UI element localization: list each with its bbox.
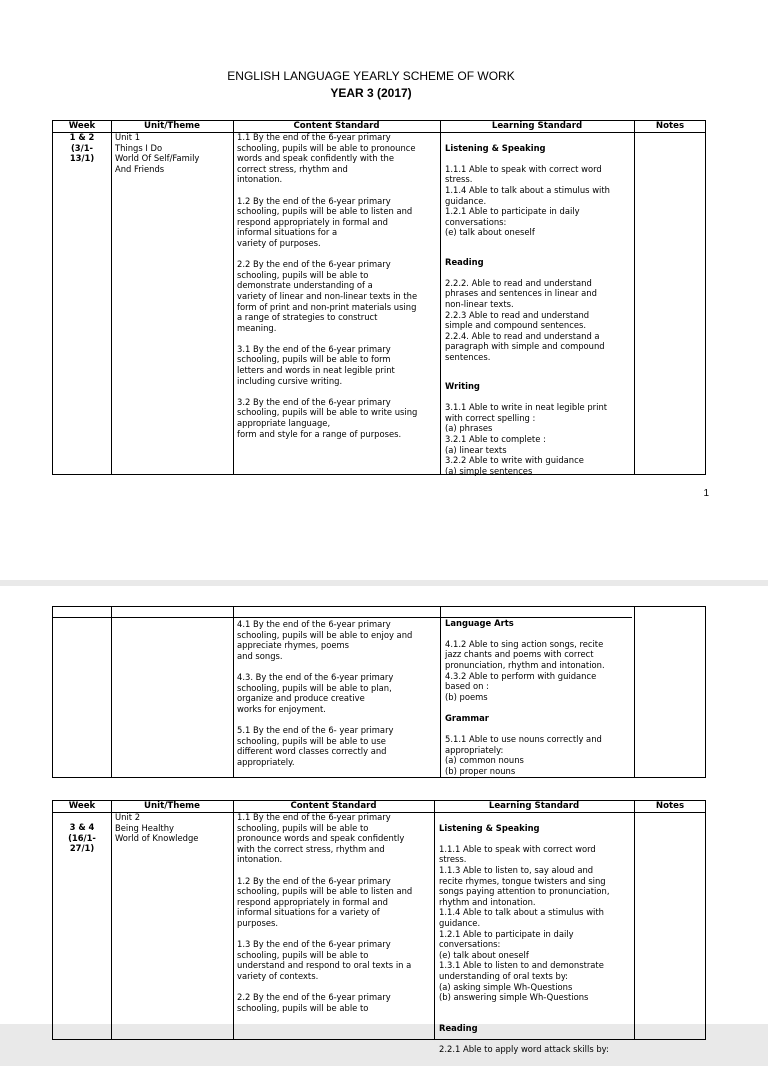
learning-standard-cell (445, 132, 633, 487)
header-learning-standard: Learning Standard (491, 121, 583, 131)
week-cell: 1 & 2 (3/1- 13/1) (69, 132, 95, 164)
ls-writing-items: 3.1.1 Able to write in neat legible print with correct spelling : (a) phrases 3.2.1 Able to complete : (a) linear texts 3.2.2 Able to write with guidance (a) simple sentences (445, 402, 608, 476)
scheme-table-1 (52, 120, 706, 475)
content-standard-cell: 1.1 By the end of the 6-year primary schooling, pupils will be able to pronounce words and speak confidently with the correct stress, rhythm and intonation. 1.2 By the end of the 6-year primary schooling, pupils will be able to listen and respond appropriately in formal and informal situations for a variety of purposes. 2.2 By the end of the 6-year primary schooling, pupils will be able to demonstrate understanding of a variety of linear and non-linear texts in the form of print and non-print materials using a range of strategies to construct meaning. 3.1 By the end of the 6-year primary schooling, pupils will be able to form letters and words in neat legible print including cursive writing. 3.2 By the end of the 6-year primary schooling, pupils will be able to write using appropriate language, form and style for a range of purposes. (237, 132, 418, 439)
ls-heading-language-arts: Language Arts (445, 617, 514, 628)
header-week: Week (68, 121, 96, 131)
ls-reading-items: 2.2.2. Able to read and understand phrases and sentences in linear and non-linear texts. 2.2.3 Able to read and understand simple and compound sentences. 2.2.4. Able to read and understand a paragraph with simple and compound sentences. (445, 277, 605, 362)
ls-listening-speaking-items: 1.1.1 Able to speak with correct word stress. 1.1.4 Able to talk about a stimulus with guidance. 1.2.1 Able to participate in daily conversations: (e) talk about oneself (445, 163, 610, 238)
scheme-table-3 (52, 800, 706, 1055)
header-week: Week (68, 801, 96, 811)
document-title: ENGLISH LANGUAGE YEARLY SCHEME OF WORK (227, 69, 515, 83)
header-learning-standard: Learning Standard (488, 801, 580, 811)
unit-theme-cell: Unit 2 Being Healthy World of Knowledge (115, 812, 199, 844)
page-2 (0, 586, 768, 1055)
ls-heading-listening-speaking: Listening & Speaking (445, 142, 546, 153)
page-number: 1 (703, 488, 709, 499)
week-cell: 3 & 4 (16/1- 27/1) (68, 822, 96, 854)
ls-heading-reading: Reading (445, 256, 484, 267)
ls-heading-listening-speaking: Listening & Speaking (439, 822, 540, 833)
header-content-standard: Content Standard (290, 801, 377, 811)
ls-heading-reading: Reading (439, 1023, 478, 1034)
header-unit-theme: Unit/Theme (144, 121, 200, 131)
scheme-table-2 (52, 606, 706, 778)
header-notes: Notes (655, 801, 685, 811)
ls-listening-speaking-items: 1.1.1 Able to speak with correct word stress. 1.1.3 Able to listen to, say aloud and recite rhymes, tongue twisters and sing songs paying attention to pronunciation, rhythm and intonation. 1.1.4 Able to talk about a stimulus with guidance. 1.2.1 Able to participate in daily conversations: (e) talk about oneself 1.3.1 Able to listen to and demonstrate understanding of oral texts by: (a) asking simple Wh-Questions (b) answering simple Wh-Questions (439, 843, 610, 1003)
learning-standard-cell (445, 607, 633, 787)
ls-language-arts-items: 4.1.2 Able to sing action songs, recite jazz chants and poems with correct pronunciation, rhythm and intonation. 4.3.2 Able to perform with guidance based on : (b) poems (445, 638, 605, 702)
header-content-standard: Content Standard (293, 121, 380, 131)
learning-standard-cell (439, 812, 633, 1066)
unit-theme-cell: Unit 1 Things I Do World Of Self/Family And Friends (115, 132, 200, 174)
header-unit-theme: Unit/Theme (144, 801, 200, 811)
content-standard-cell: 1.1 By the end of the 6-year primary schooling, pupils will be able to pronounce words and speak confidently with the correct stress, rhythm and intonation. 1.2 By the end of the 6-year primary schooling, pupils will be able to listen and respond appropriately in formal and informal situations for a variety of purposes. 1.3 By the end of the 6-year primary schooling, pupils will be able to understand and respond to oral texts in a variety of contexts. 2.2 By the end of the 6-year primary schooling, pupils will be able to (237, 812, 413, 1013)
ls-heading-grammar: Grammar (445, 712, 489, 723)
ls-grammar-items: 5.1.1 Able to use nouns correctly and appropriately: (a) common nouns (b) proper nouns (445, 734, 602, 776)
ls-heading-writing: Writing (445, 381, 480, 392)
header-notes: Notes (655, 121, 685, 131)
ls-reading-items: 2.2.1 Able to apply word attack skills by: (439, 1044, 609, 1055)
content-standard-cell: 4.1 By the end of the 6-year primary schooling, pupils will be able to enjoy and appreciate rhymes, poems and songs. 4.3. By the end of the 6-year primary schooling, pupils will be able to plan, organize and produce creative works for enjoyment. 5.1 By the end of the 6- year primary schooling, pupils will be able to use different word classes correctly and appropriately. (237, 619, 413, 767)
document-subtitle: YEAR 3 (2017) (330, 86, 412, 100)
